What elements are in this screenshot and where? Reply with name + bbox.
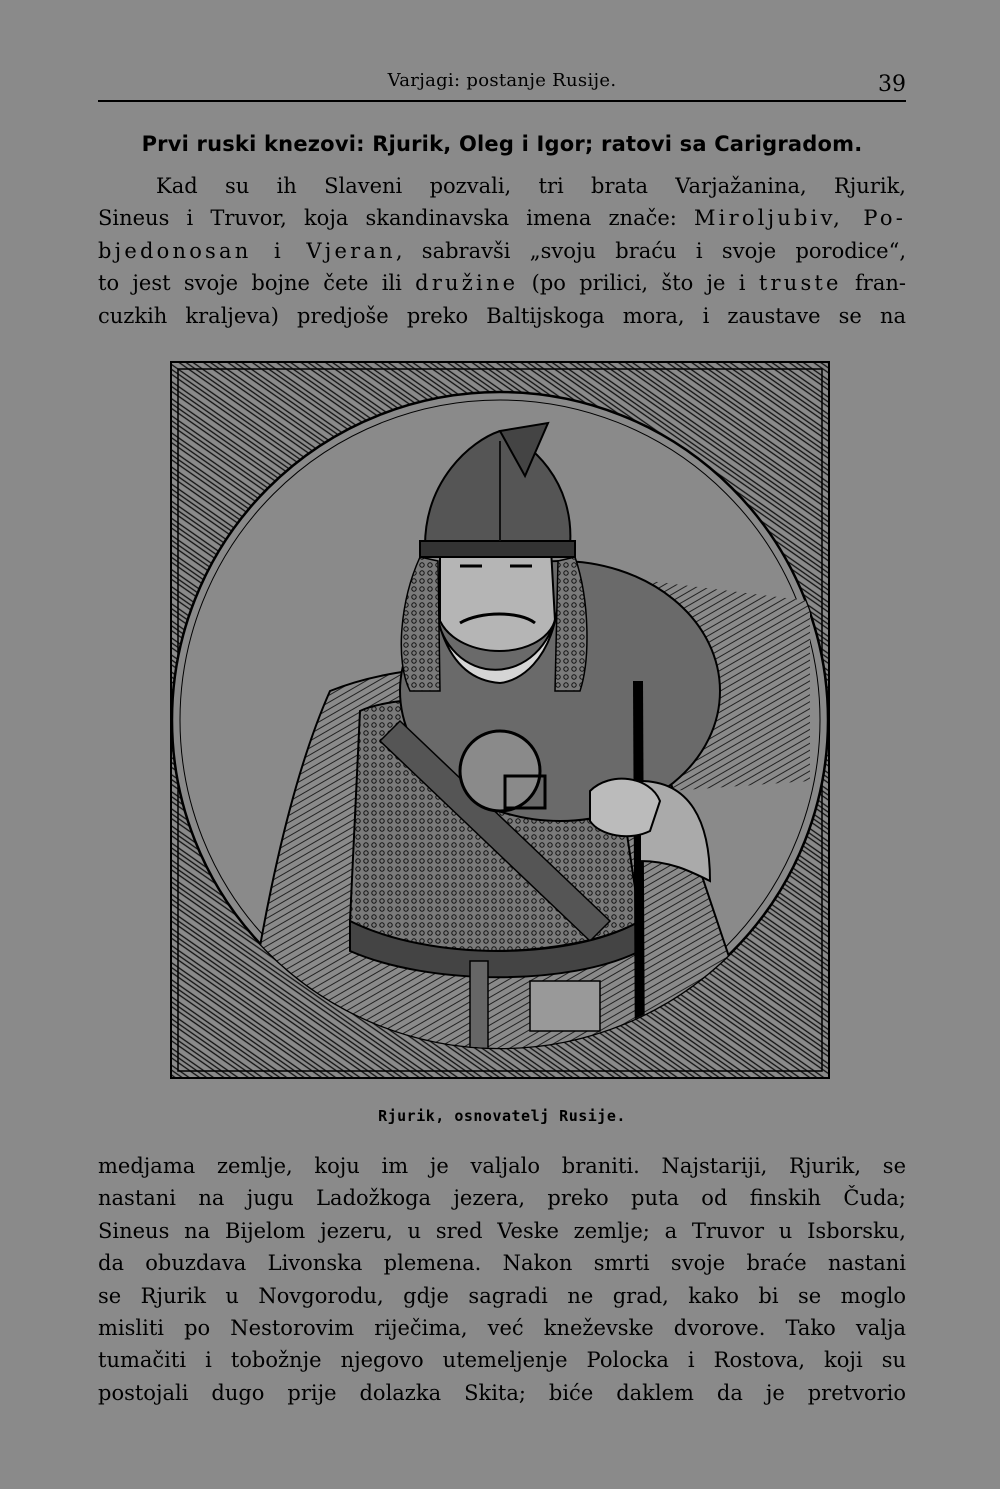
text-line: Sineus na Bijelom jezeru, u sred Veske zemlje; a Truvor u Isborsku,: [98, 1218, 906, 1243]
paragraph-intro: [98, 170, 906, 332]
page-number: 39: [878, 72, 906, 97]
text-line: bjedonosan i Vjeran, sabravši „svoju braću i svoje porodice“,: [98, 238, 907, 263]
illustration-caption: Rjurik, osnovatelj Rusije.: [378, 1107, 626, 1125]
text-line: da obuzdava Livonska plemena. Nakon smrti svoje braće nastani: [98, 1251, 906, 1276]
text-line: postojali dugo prije dolazka Skita; biće daklem da je pretvorio: [98, 1380, 906, 1405]
rjurik-portrait-icon: [170, 361, 830, 1079]
text-line: to jest svoje bojne čete ili družine (po prilici, što je i truste fran-: [98, 271, 906, 296]
text-line: nastani na jugu Ladožkoga jezera, preko puta od finskih Čuda;: [98, 1186, 906, 1211]
running-header: [98, 70, 906, 102]
text-line: Sineus i Truvor, koja skandinavska imena znače: Miroljubiv, Po-: [98, 206, 906, 231]
text-line: se Rjurik u Novgorodu, gdje sagradi ne grad, kako bi se moglo: [98, 1283, 906, 1308]
section-title: Prvi ruski knezovi: Rjurik, Oleg i Igor; ratovi sa Carigradom.: [141, 132, 863, 156]
text-line: cuzkih kraljeva) predjoše preko Baltijskoga mora, i zaustave se na: [98, 303, 906, 328]
paragraph-main: [98, 1150, 906, 1409]
text-line: Kad su ih Slaveni pozvali, tri brata Varjažanina, Rjurik,: [156, 174, 906, 198]
text-line: misliti po Nestorovim riječima, već kneževske dvorove. Tako valja: [98, 1315, 906, 1340]
text-line: tumačiti i tobožnje njegovo utemeljenje Polocka i Rostova, koji su: [98, 1348, 906, 1373]
text-line: medjama zemlje, koju im je valjalo braniti. Najstariji, Rjurik, se: [98, 1154, 906, 1178]
running-title: Varjagi: postanje Rusije.: [387, 70, 617, 91]
